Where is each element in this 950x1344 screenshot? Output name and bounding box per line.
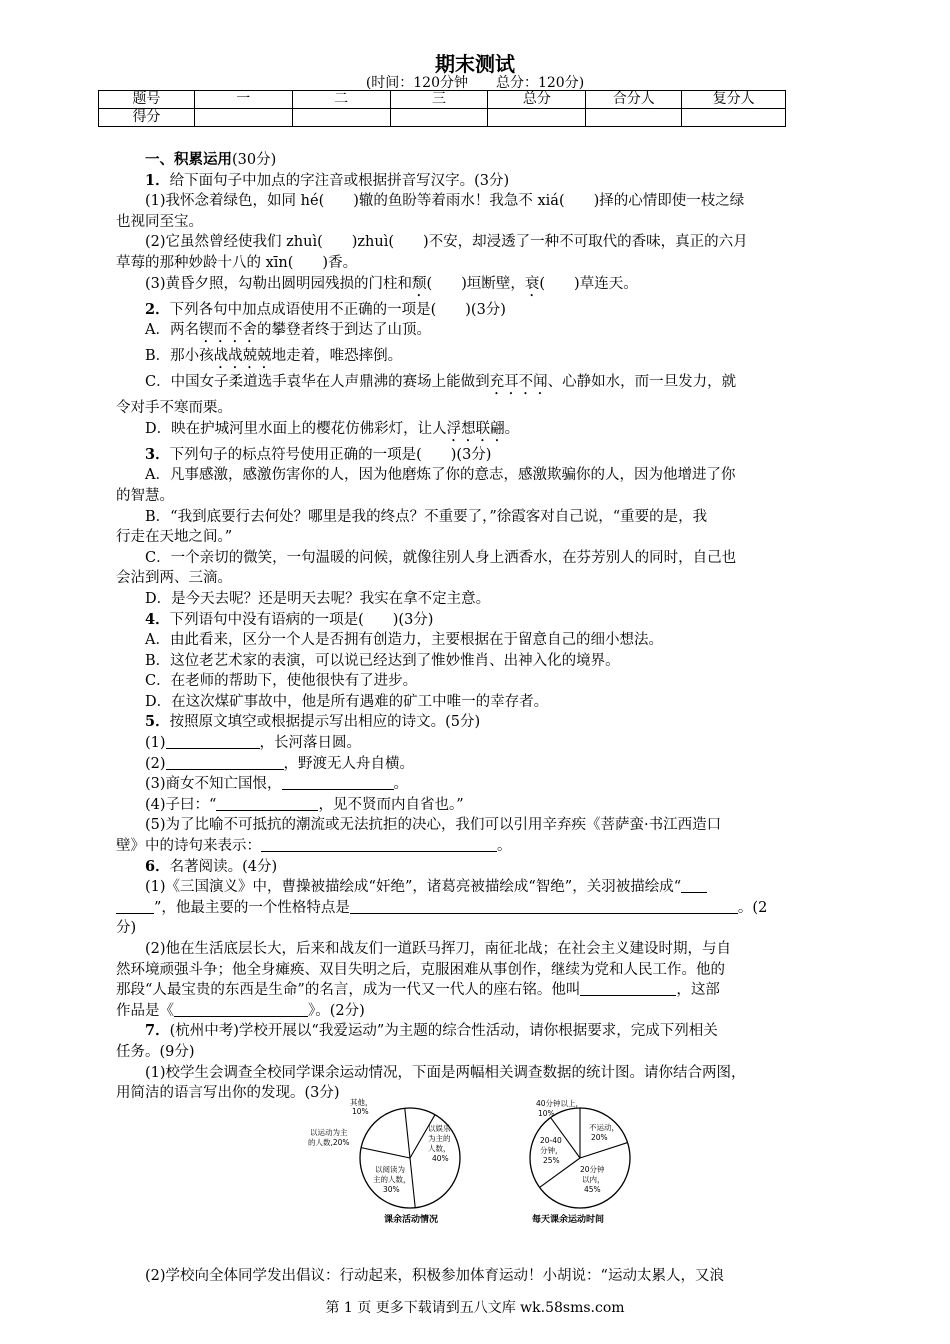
dotted-idiom: 战战兢兢: [213, 348, 272, 365]
question-7-item-1-cont: 用简洁的语言写出你的发现。(3分): [116, 1085, 340, 1102]
pie-label: 的人数,20%: [308, 1138, 350, 1147]
pie-label: 40分钟以上，: [536, 1099, 584, 1108]
pie-label: 人数，: [428, 1144, 451, 1153]
table-cell: 二: [292, 91, 390, 109]
dotted-idiom: 锲而不舍: [198, 322, 257, 339]
pie-label: 主的人数，: [373, 1175, 411, 1184]
question-6-item-1-cont: ”，他最主要的一个性格特点是 。(2: [116, 898, 836, 919]
question-3-option-a-cont: 的智慧。: [116, 487, 174, 504]
pie-slice-boundary: [405, 1108, 410, 1158]
answer-blank[interactable]: [174, 1002, 308, 1017]
page-subtitle: (时间：120分钟 总分：120分): [365, 75, 585, 91]
table-cell: 总分: [488, 91, 586, 109]
question-5-item-2: (2) ，野渡无人舟自横。: [145, 755, 415, 772]
question-6-item-2-cont: 然环境顽强斗争；他全身瘫痪、双目失明之后，克服困难从事创作，继续为党和人民工作。他的: [116, 961, 725, 978]
question-3-option-b-cont: 行走在天地之间。”: [116, 529, 233, 546]
answer-blank[interactable]: [166, 755, 284, 770]
question-2-option-a: A．两名锲而不舍的攀登者终于到达了山顶。: [145, 322, 431, 339]
score-table-score-row: [99, 109, 786, 127]
table-cell: 一: [194, 91, 292, 109]
question-7-stem: 7．(杭州中考)学校开展以“我爱运动”为主题的综合性活动，请你根据要求，完成下列相关: [145, 1022, 718, 1040]
answer-blank[interactable]: [282, 775, 394, 790]
answer-blank[interactable]: [261, 837, 497, 852]
pie-label: 10%: [538, 1109, 555, 1118]
question-2-option-c-cont: 令对手不寒而栗。: [116, 400, 232, 417]
pie-label: 10%: [352, 1107, 369, 1116]
score-table-header-row: [99, 91, 786, 109]
question-5-stem: 5．按照原文填空或根据提示写出相应的诗文。(5分): [145, 713, 481, 731]
question-4-option-a: A．由此看来，区分一个人是否拥有创造力，主要根据在于留意自己的细小想法。: [145, 632, 663, 649]
question-4-option-d: D．在这次煤矿事故中，他是所有遇难的矿工中唯一的幸存者。: [145, 693, 549, 710]
table-cell: 得分: [99, 109, 195, 127]
chart-title: 课余活动情况: [384, 1215, 439, 1225]
pie-slice-boundary: [410, 1158, 415, 1208]
answer-blank[interactable]: [116, 899, 154, 914]
question-7-item-2: (2)学校向全体同学发出倡议：行动起来，积极参加体育运动！小胡说：“运动太累人，又浪: [145, 1268, 724, 1284]
table-cell: 题号: [99, 91, 195, 109]
page-title: 期末测试: [435, 52, 515, 76]
question-7-item-1: (1)校学生会调查全校同学课余运动情况，下面是两幅相关调查数据的统计图。请你结合两图，: [145, 1064, 746, 1081]
question-2-stem: 2．下列各句中加点成语使用不正确的一项是( )(3分): [145, 300, 506, 318]
question-4-stem: 4．下列语句中没有语病的一项是( )(3分): [145, 610, 434, 628]
section-heading: 一、积累运用(30分): [145, 151, 277, 168]
answer-blank[interactable]: [166, 734, 260, 749]
question-1-item-2-cont: 草莓的那种妙龄十八的 xīn( )香。: [116, 254, 358, 271]
answer-blank[interactable]: [350, 899, 738, 914]
answer-blank[interactable]: [580, 981, 676, 996]
score-table: [98, 90, 786, 127]
table-cell: 三: [390, 91, 488, 109]
question-2-option-d: D．映在护城河里水面上的樱花仿佛彩灯，让人浮想联翩。: [145, 420, 520, 437]
question-5-item-5: (5)为了比喻不可抵抗的潮流或无法抗拒的决心，我们可以引用辛弃疾《菩萨蛮·书江西造口: [145, 817, 722, 834]
pie-label: 20分钟: [580, 1165, 605, 1174]
score-cell[interactable]: [194, 109, 292, 127]
question-6-item-2: (2)他在生活底层长大，后来和战友们一道跃马挥刀，南征北战；在社会主义建设时期，与自: [145, 941, 732, 957]
question-6-item-2-cont3: 作品是《 》。(2分): [116, 1002, 365, 1019]
pie-label: 25%: [543, 1156, 560, 1165]
pie-label: 以内，: [582, 1175, 605, 1184]
dotted-idiom: 充耳不闻: [489, 374, 548, 391]
pie-chart-exercise-time: [530, 1098, 630, 1225]
pie-label: 以娱乐: [428, 1124, 451, 1133]
page-footer: 第 1 页 更多下载请到五八文库 wk.58sms.com: [325, 1300, 625, 1316]
table-cell: 复分人: [682, 91, 786, 109]
question-1-item-3: (3)黄昏夕照，勾勒出圆明园残损的门柱和颓( )垣断壁，衰( )草连天。: [145, 275, 638, 292]
score-cell[interactable]: [586, 109, 682, 127]
question-6-item-2-cont2: 那段“人最宝贵的东西是生命”的名言，成为一代又一代人的座右铭。他叫 ，这部: [116, 982, 720, 999]
question-3-option-a: A．凡事感激，感激伤害你的人，因为他磨炼了你的意志，感激欺骗你的人，因为他增进了你: [145, 467, 736, 484]
question-3-option-d: D．是今天去呢？还是明天去呢？我实在拿不定主意。: [145, 590, 491, 607]
question-3-stem: 3．下列句子的标点符号使用正确的一项是( )(3分): [145, 445, 492, 463]
pie-label: 以运动为主: [310, 1128, 348, 1137]
pie-label: 45%: [584, 1185, 601, 1194]
score-cell[interactable]: [488, 109, 586, 127]
pie-label: 30%: [383, 1185, 400, 1194]
dotted-char: 衰: [524, 275, 540, 292]
answer-blank[interactable]: [216, 796, 318, 811]
question-6-stem: 6．名著阅读。(4分): [145, 857, 278, 875]
question-1-stem: 1．给下面句子中加点的字注音或根据拼音写汉字。(3分): [145, 171, 510, 189]
pie-label: 不运动，: [589, 1123, 619, 1132]
pie-label: 20%: [591, 1133, 608, 1142]
pie-label: 其他，: [350, 1098, 373, 1107]
question-1-item-1-cont: 也视同至宝。: [116, 213, 203, 230]
score-cell[interactable]: [682, 109, 786, 127]
question-6-item-1: (1)《三国演义》中，曹操被描绘成“奸绝”，诸葛亮被描绘成“智绝”，关羽被描绘成“: [116, 877, 836, 898]
question-5-item-3: (3)商女不知亡国恨， 。: [145, 776, 409, 793]
answer-blank[interactable]: [681, 878, 707, 893]
chart-title: 每天课余运动时间: [532, 1215, 605, 1225]
question-3-option-c: C．一个亲切的微笑，一句温暖的问候，就像往别人身上洒香水，在芬芳别人的同时，自己也: [145, 549, 737, 566]
question-2-option-c: C．中国女子柔道选手袁华在人声鼎沸的赛场上能做到充耳不闻、心静如水，而一旦发力，就: [145, 374, 737, 391]
question-7-stem-cont: 任务。(9分): [116, 1043, 195, 1060]
question-2-option-b: B．那小孩战战兢兢地走着，唯恐摔倒。: [145, 348, 403, 365]
pie-chart-activities: [308, 1098, 460, 1225]
exam-content: [116, 150, 836, 1104]
question-1-item-1: (1)我怀念着绿色，如同 hé( )辙的鱼盼等着雨水！我急不 xiá( )择的心情即使一枝之绿: [145, 193, 745, 210]
question-1-item-2: (2)它虽然曾经使我们 zhuì( )zhuì( )不安，却浸透了一种不可取代的香味，真正的六月: [145, 234, 748, 251]
table-cell: 合分人: [586, 91, 682, 109]
pie-label: 40%: [432, 1154, 449, 1163]
question-6-item-1-cont2: 分): [116, 920, 137, 937]
pie-label: 分钟，: [540, 1146, 563, 1155]
score-cell[interactable]: [390, 109, 488, 127]
question-5-item-5-cont: 壁》中的诗句来表示： 。: [116, 838, 512, 855]
question-4-option-c: C．在老师的帮助下，使他很快有了进步。: [145, 673, 418, 690]
dotted-idiom: 浮想联翩: [446, 420, 505, 437]
pie-slice-boundary: [361, 1148, 410, 1158]
pie-label: 为主的: [428, 1134, 451, 1143]
pie-charts: [300, 1098, 660, 1228]
question-3-option-c-cont: 会沾到两、三滴。: [116, 570, 232, 587]
pie-label: 以阅读为: [375, 1165, 405, 1174]
score-cell[interactable]: [292, 109, 390, 127]
question-5-item-4: (4)子曰：“ ，见不贤而内自省也。”: [145, 796, 464, 813]
question-5-item-1: (1) ，长河落日圆。: [145, 735, 362, 752]
pie-slice-boundary: [580, 1143, 628, 1158]
pie-label: 20-40: [540, 1136, 562, 1145]
dotted-char: 颓: [412, 275, 427, 292]
question-4-option-b: B．这位老艺术家的表演，可以说已经达到了惟妙惟肖、出神入化的境界。: [145, 652, 620, 669]
question-3-option-b: B．“我到底要行去何处？哪里是我的终点？不重要了，”徐霞客对自己说，“重要的是，我: [145, 508, 708, 525]
